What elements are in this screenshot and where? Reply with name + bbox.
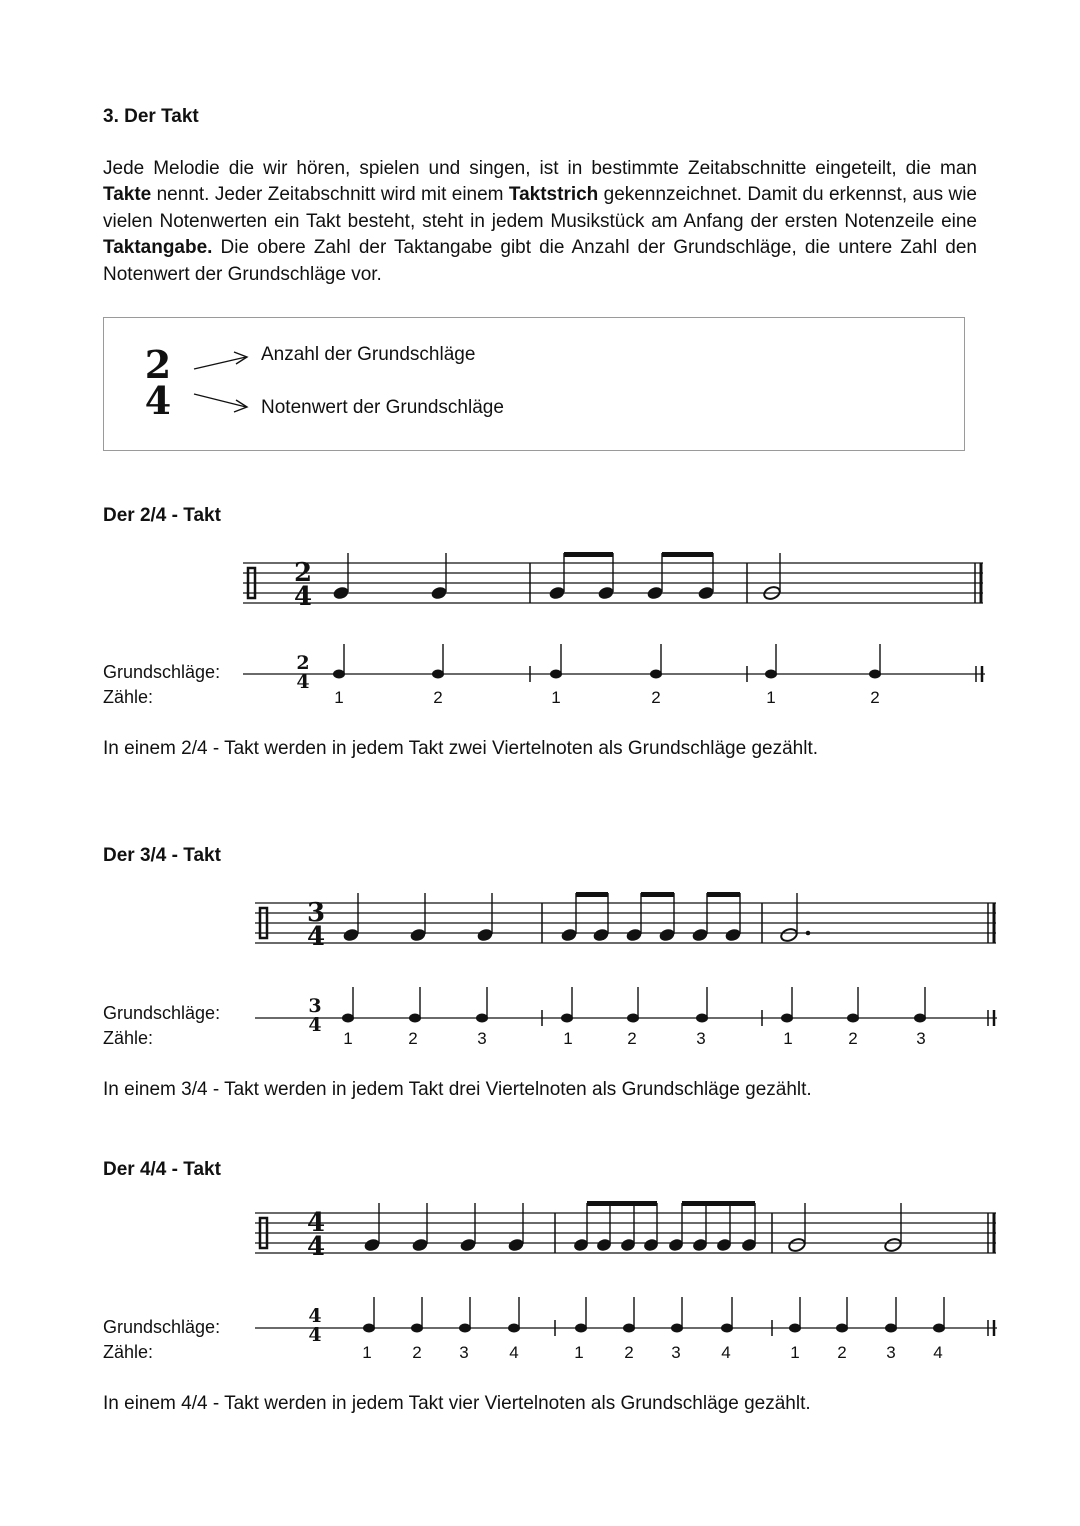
- count-number: 2: [627, 1029, 637, 1048]
- count-number: 1: [551, 688, 561, 707]
- intro-bold-takte: Takte: [103, 184, 152, 206]
- eighth-notes-icon: [625, 892, 676, 943]
- quarter-note-icon: [476, 893, 494, 943]
- page-title: 3. Der Takt: [103, 106, 199, 127]
- time-sig-denominator-small: 4: [296, 671, 310, 693]
- time-sig-numerator: 2: [293, 558, 313, 588]
- arrow-icon: [194, 394, 247, 412]
- legend-bottom-label: Notenwert der Grundschläge: [261, 397, 504, 418]
- intro-text: Jede Melodie die wir hören, spielen und singen, ist in bestimmte Zeitabschnitte eingeteilt, die man: [103, 158, 977, 179]
- legend-top-label: Anzahl der Grundschläge: [261, 344, 476, 365]
- quarter-note-icon: [507, 1203, 525, 1253]
- count-number: 4: [933, 1343, 943, 1362]
- intro-text: nennt. Jeder Zeitabschnitt wird mit einem: [151, 184, 509, 206]
- beat-line-2-4: [0, 640, 1080, 700]
- intro-bold-taktstrich: Taktstrich: [508, 184, 599, 206]
- count-number: 2: [412, 1343, 422, 1362]
- staff-3-4: [0, 880, 1080, 960]
- quarter-note-icon: [363, 1203, 381, 1253]
- arrow-icon: [194, 352, 247, 369]
- count-number: 3: [886, 1343, 896, 1362]
- time-sig-numerator: 3: [306, 898, 326, 928]
- count-number: 1: [362, 1343, 372, 1362]
- beats-label: Grundschläge:: [103, 662, 221, 682]
- quarter-note-icon: [411, 1203, 429, 1253]
- intro-text: gekennzeichnet. Damit du erkennst, aus wie vielen Notenwerten ein Takt besteht, steht in jedem Musikstück am Anfang der ersten Notenzeile eine: [103, 184, 978, 232]
- count-number: 1: [343, 1029, 353, 1048]
- quarter-note-icon: [459, 1203, 477, 1253]
- intro-paragraph: [103, 156, 977, 288]
- time-sig-numerator-small: 2: [296, 652, 310, 674]
- count-number: 3: [459, 1343, 469, 1362]
- half-note-icon: [788, 1203, 807, 1253]
- count-number: 1: [563, 1029, 573, 1048]
- quarter-note-icon: [430, 553, 448, 601]
- legend-bottom-number: 4: [144, 378, 172, 423]
- eighth-notes-icon: [573, 1201, 660, 1253]
- count-number: 1: [766, 688, 776, 707]
- count-label: Zähle:: [103, 1342, 154, 1362]
- section-sentence-2-4: In einem 2/4 - Takt werden in jedem Takt zwei Viertelnoten als Grundschläge gezählt.: [103, 738, 819, 759]
- section-sentence-4-4: In einem 4/4 - Takt werden in jedem Takt vier Viertelnoten als Grundschläge gezählt.: [103, 1393, 811, 1414]
- intro-text: Die obere Zahl der Taktangabe gibt die Anzahl der Grundschläge, die untere Zahl den Notenwert der Grundschläge vor.: [103, 237, 977, 285]
- count-number: 2: [408, 1029, 418, 1048]
- beats-label: Grundschläge:: [103, 1317, 221, 1337]
- quarter-note-icon: [332, 553, 350, 601]
- time-sig-numerator-small: 4: [308, 1305, 322, 1327]
- time-sig-denominator: 4: [293, 582, 313, 612]
- intro-bold-taktangabe: Taktangabe.: [103, 237, 213, 259]
- section-title-4-4: Der 4/4 - Takt: [103, 1159, 221, 1180]
- count-number: 3: [477, 1029, 487, 1048]
- count-number: 1: [790, 1343, 800, 1362]
- staff-2-4: [0, 540, 1080, 620]
- count-number: 2: [870, 688, 880, 707]
- count-number: 2: [433, 688, 443, 707]
- legend-top-number: 2: [144, 342, 172, 387]
- quarter-note-icon: [409, 893, 427, 943]
- count-number: 1: [574, 1343, 584, 1362]
- quarter-note-icon: [342, 893, 360, 943]
- eighth-notes-icon: [668, 1201, 758, 1253]
- count-number: 4: [721, 1343, 731, 1362]
- half-note-icon: [763, 553, 782, 601]
- count-label: Zähle:: [103, 687, 154, 707]
- count-number: 1: [783, 1029, 793, 1048]
- time-sig-denominator: 4: [306, 922, 326, 952]
- dotted-half-note-icon: [780, 893, 811, 943]
- time-sig-denominator-small: 4: [308, 1324, 322, 1346]
- count-number: 2: [848, 1029, 858, 1048]
- count-number: 2: [624, 1343, 634, 1362]
- eighth-notes-icon: [560, 892, 610, 943]
- count-number: 2: [651, 688, 661, 707]
- count-number: 4: [509, 1343, 519, 1362]
- time-sig-numerator: 4: [306, 1208, 326, 1238]
- eighth-notes-icon: [691, 892, 742, 943]
- time-sig-denominator: 4: [306, 1232, 326, 1262]
- time-sig-denominator-small: 4: [308, 1014, 322, 1036]
- staff-4-4: [0, 1190, 1080, 1270]
- time-sig-numerator-small: 3: [308, 995, 322, 1017]
- section-sentence-3-4: In einem 3/4 - Takt werden in jedem Takt drei Viertelnoten als Grundschläge gezählt.: [103, 1079, 812, 1100]
- count-number: 1: [334, 688, 344, 707]
- beat-line-4-4: [0, 1293, 1080, 1353]
- legend-arrows: [190, 345, 260, 420]
- section-title-2-4: Der 2/4 - Takt: [103, 505, 221, 526]
- count-number: 2: [837, 1343, 847, 1362]
- section-title-3-4: Der 3/4 - Takt: [103, 845, 221, 866]
- count-number: 3: [696, 1029, 706, 1048]
- beats-label: Grundschläge:: [103, 1003, 221, 1023]
- count-number: 3: [671, 1343, 681, 1362]
- count-label: Zähle:: [103, 1028, 154, 1048]
- count-number: 3: [916, 1029, 926, 1048]
- half-note-icon: [884, 1203, 903, 1253]
